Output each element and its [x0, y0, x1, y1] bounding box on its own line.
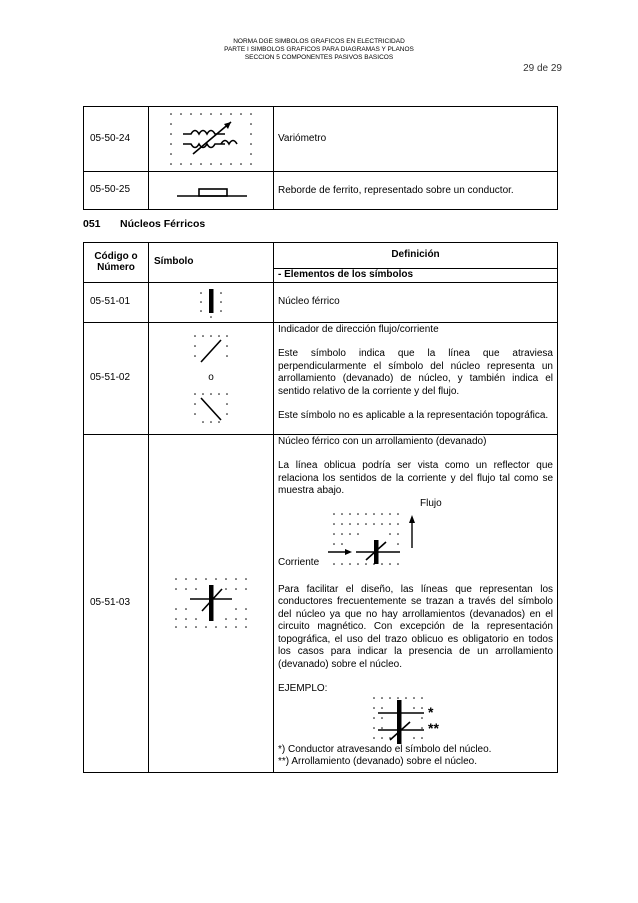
table-subheader: - Elementos de los símbolos: [274, 269, 558, 283]
col-header-symbol: Símbolo: [149, 243, 274, 283]
variometer-symbol-icon: [161, 110, 261, 168]
row-code: 05-51-02: [84, 322, 149, 434]
table-row: [84, 322, 558, 434]
row-definition: [274, 322, 558, 434]
flux-label: Flujo: [420, 497, 442, 509]
footnote: **) Arrollamiento (devanado) sobre el núcleo.: [278, 756, 477, 767]
definition-paragraph: Para facilitar el diseño, las líneas que representan los conductores frecuentemente se trazan a través del símbolo del núcleo ya que no hay arrollamientos (devanados) en el circuito magnético. Con excepción de la representación topográfica, el uso del trazo oblicuo es obligatorio en todos los casos para indicar la presencia de un arrollamiento (devanado) sobre el núcleo.: [278, 583, 553, 670]
row-definition: Reborde de ferrito, representado sobre un conductor.: [274, 172, 558, 210]
iron-core-icon: [191, 284, 231, 320]
ferrite-bead-icon: [161, 176, 261, 206]
definition-paragraph: La línea oblicua podría ser vista como un reflector que relaciona los sentidos de la corriente y del flujo tal como se muestra abajo.: [278, 460, 553, 496]
section-heading: [83, 218, 205, 230]
table-header-row: [84, 243, 558, 269]
definition-paragraph: Este símbolo indica que la línea que atraviesa perpendicularmente el símbolo del núcleo representa un arrollamiento (devanado) de núcleo, y también indica el sentido relativo de la corriente y del flujo.: [278, 348, 553, 397]
continuation-table: [83, 106, 558, 210]
section-number: 051: [83, 218, 101, 230]
header-line-2: PARTE I SIMBOLOS GRAFICOS PARA DIAGRAMAS Y PLANOS: [224, 46, 414, 53]
current-label: Corriente: [278, 556, 320, 568]
definition-title: Núcleo férrico con un arrollamiento (devanado): [278, 435, 487, 447]
symbol-core: [149, 282, 274, 322]
row-definition: Variómetro: [274, 107, 558, 172]
row-definition: [274, 434, 558, 772]
header-line-3: SECCION 5 COMPONENTES PASIVOS BASICOS: [244, 54, 394, 61]
row-code: 05-50-25: [84, 172, 149, 210]
row-code: 05-50-24: [84, 107, 149, 172]
symbol-direction-indicator: [149, 322, 274, 434]
core-with-winding-icon: [166, 573, 256, 633]
row-code: 05-51-03: [84, 434, 149, 772]
example-diagram: [278, 696, 553, 744]
example-diagram-icon: [368, 696, 468, 744]
mark-single-asterisk: *: [428, 703, 434, 720]
table-row: [84, 434, 558, 772]
col-header-definition: Definición: [274, 243, 558, 269]
example-label: EJEMPLO:: [278, 683, 328, 694]
footnote: *) Conductor atravesando el símbolo del núcleo.: [278, 743, 492, 755]
flux-current-diagram-icon: [328, 510, 428, 572]
symbol-variometer: [149, 107, 274, 172]
definition-paragraph: Este símbolo no es aplicable a la representación topográfica.: [278, 410, 549, 421]
ferric-cores-table: [83, 242, 558, 773]
table-row: [84, 282, 558, 322]
row-definition: Núcleo férrico: [274, 282, 558, 322]
document-header: [0, 38, 638, 62]
definition-title: Indicador de dirección flujo/corriente: [278, 323, 439, 335]
section-title: Núcleos Férricos: [120, 218, 206, 230]
col-header-code: Código o Número: [84, 243, 149, 283]
table-row: [84, 107, 558, 172]
page-number: 29 de 29: [523, 63, 562, 74]
table-row: [84, 172, 558, 210]
or-label: o: [208, 371, 214, 383]
flux-current-diagram: [278, 498, 553, 572]
mark-double-asterisk: **: [428, 719, 439, 736]
symbol-core-winding: [149, 434, 274, 772]
row-code: 05-51-01: [84, 282, 149, 322]
header-line-1: NORMA DGE SIMBOLOS GRAFICOS EN ELECTRICIDAD: [233, 38, 405, 45]
symbol-ferrite-bead: [149, 172, 274, 210]
